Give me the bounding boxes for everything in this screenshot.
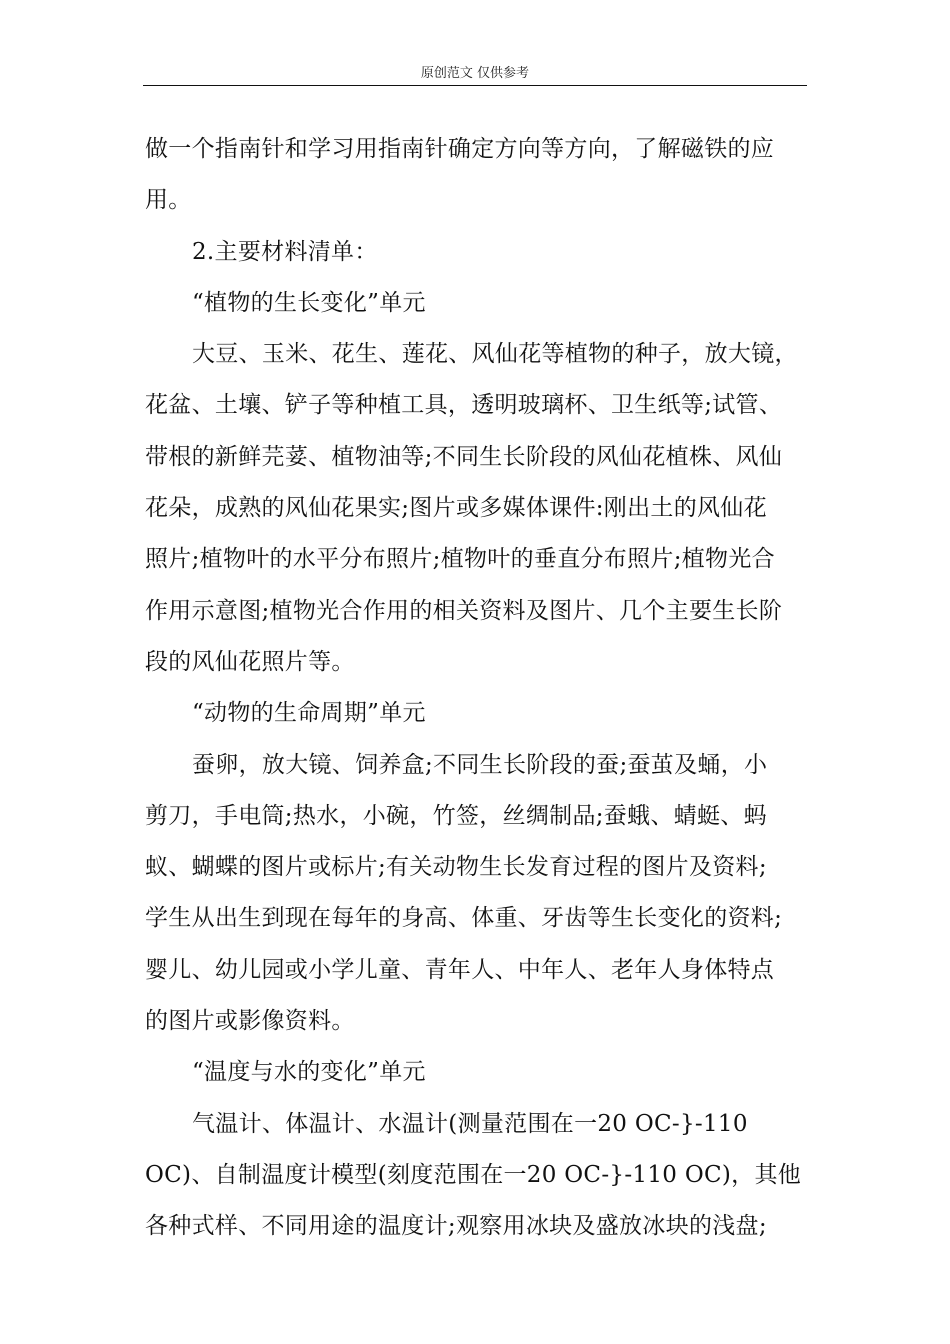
text-line: 婴儿、幼儿园或小学儿童、青年人、中年人、老年人身体特点	[145, 956, 775, 983]
section-heading: 2.主要材料清单：	[192, 238, 378, 265]
text-line: 学生从出生到现在每年的身高、体重、牙齿等生长变化的资料;	[145, 905, 783, 932]
text-line: 照片;植物叶的水平分布照片;植物叶的垂直分布照片;植物光合	[145, 546, 775, 573]
text-line: 气温计、体温计、水温计(测量范围在一20 OC-}-110	[192, 1110, 748, 1137]
text-line: 大豆、玉米、花生、莲花、风仙花等植物的种子，放大镜，	[192, 341, 798, 368]
text-line: 用。	[145, 187, 192, 214]
text-line: 各种式样、不同用途的温度计;观察用冰块及盛放冰块的浅盘;	[145, 1213, 767, 1240]
text-line: 蚁、蝴蝶的图片或标片;有关动物生长发育过程的图片及资料;	[145, 854, 767, 881]
text-line: 蚕卵，放大镜、饲养盒;不同生长阶段的蚕;蚕茧及蛹，小	[192, 751, 768, 778]
document-body	[145, 124, 810, 1253]
unit-title: “温度与水的变化”单元	[192, 1059, 426, 1086]
header-divider	[143, 85, 807, 86]
text-line: 花朵，成熟的风仙花果实;图片或多媒体课件:刚出土的风仙花	[145, 495, 767, 522]
text-line: 带根的新鲜芫荽、植物油等;不同生长阶段的风仙花植株、风仙	[145, 443, 783, 470]
text-line: 花盆、土壤、铲子等种植工具，透明玻璃杯、卫生纸等;试管、	[145, 392, 783, 419]
text-line: 的图片或影像资料。	[145, 1008, 355, 1035]
text-line: 剪刀，手电筒;热水，小碗，竹签，丝绸制品;蚕蛾、蜻蜓、蚂	[145, 802, 767, 829]
text-line: 作用示意图;植物光合作用的相关资料及图片、几个主要生长阶	[145, 597, 783, 624]
text-line: OC)、自制温度计模型(刻度范围在一20 OC-}-110 OC)，其他	[145, 1161, 802, 1188]
text-line: 做一个指南针和学习用指南针确定方向等方向，了解磁铁的应	[145, 136, 775, 162]
page-header: 原创范文 仅供参考	[420, 66, 530, 81]
unit-title: “动物的生命周期”单元	[192, 700, 426, 727]
text-line: 段的风仙花照片等。	[145, 648, 355, 675]
unit-title: “植物的生长变化”单元	[192, 289, 426, 316]
